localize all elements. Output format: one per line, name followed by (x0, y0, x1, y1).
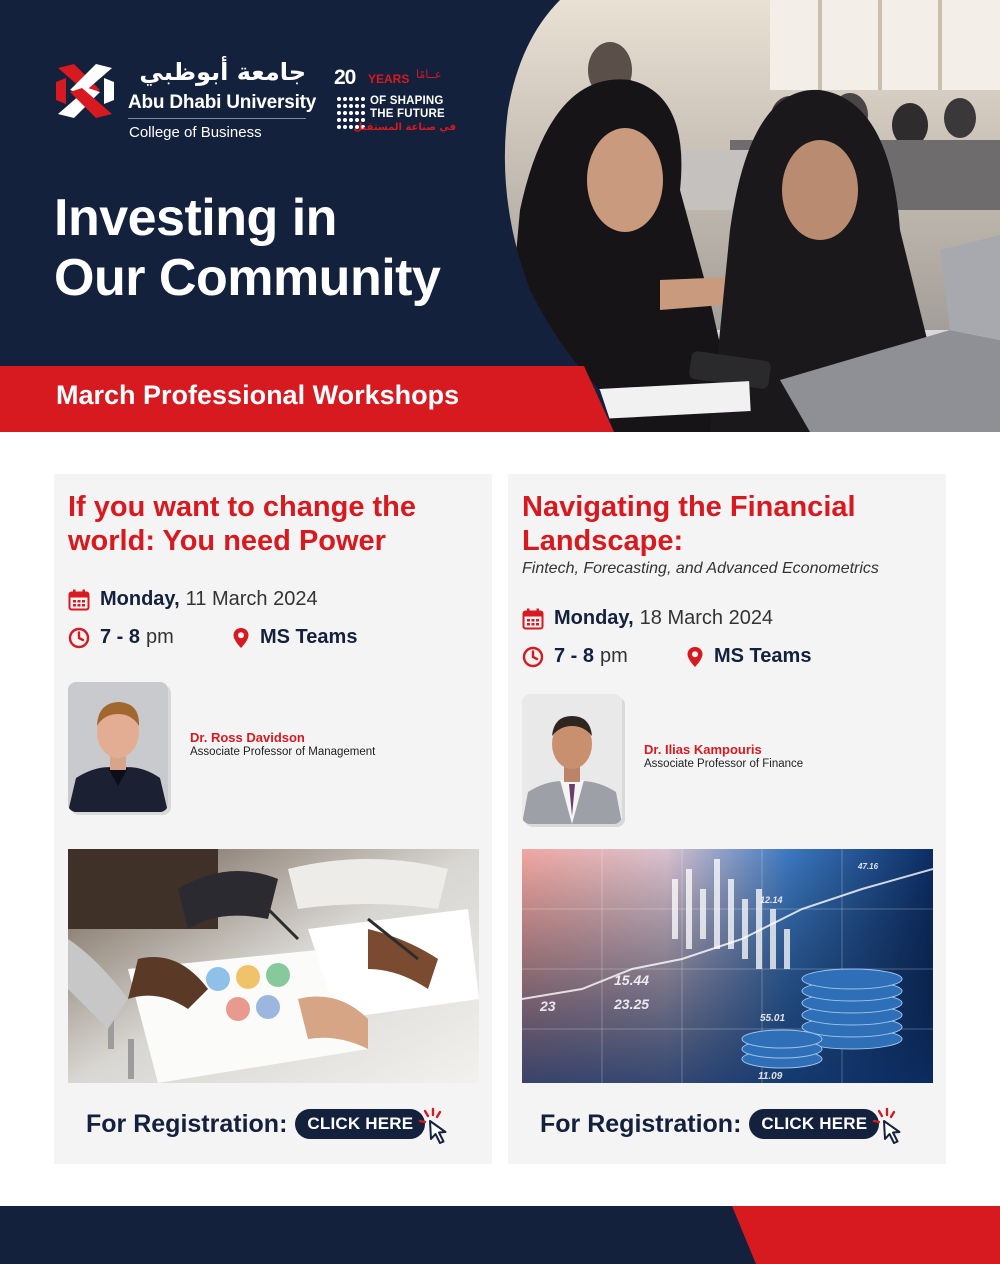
registration-label: For Registration: (540, 1109, 742, 1138)
anniversary-number: 20 (334, 66, 356, 89)
workshop-photo-finance-charts (522, 849, 933, 1083)
registration-row (86, 1101, 453, 1147)
university-name: Abu Dhabi University (128, 92, 317, 113)
workshop-time-suffix: pm (600, 645, 628, 667)
hero-title-line-2: Our Community (54, 249, 441, 307)
hero-title-line-1: Investing in (54, 189, 337, 247)
finance-number-2: 23 (540, 998, 556, 1014)
speaker-name: Dr. Ross Davidson (190, 730, 305, 745)
workshop-title: Navigating the Financial Landscape: (522, 491, 856, 557)
hero-section (0, 0, 1000, 432)
calendar-icon (522, 608, 544, 630)
workshop-card-financial (508, 474, 946, 1164)
workshop-time (522, 645, 628, 668)
finance-number-6: 12.14 (760, 895, 783, 905)
location-pin-icon (230, 627, 252, 649)
workshop-photo-meeting-hands (68, 849, 479, 1083)
clock-icon (68, 627, 90, 649)
hero-banner: March Professional Workshops (56, 380, 460, 410)
speaker-name: Dr. Ilias Kampouris (644, 742, 762, 757)
finance-number-7: 47.16 (858, 862, 879, 871)
cursor-click-icon (871, 1107, 907, 1147)
workshop-time (68, 626, 174, 649)
click-here-button[interactable]: CLICK HERE (749, 1109, 879, 1139)
workshop-time-suffix: pm (146, 626, 174, 648)
workshop-time-range: 7 - 8 (554, 645, 595, 667)
workshop-date-value: 11 March 2024 (185, 588, 318, 610)
click-here-button[interactable]: CLICK HERE (295, 1109, 425, 1139)
registration-row (540, 1101, 907, 1147)
logo-divider (128, 118, 306, 119)
finance-number-1: 15.44 (614, 972, 650, 988)
workshop-day: Monday, (100, 588, 180, 610)
workshop-card-power (54, 474, 492, 1164)
university-logo[interactable] (54, 58, 317, 148)
adu-logo-mark-icon (54, 60, 116, 122)
university-arabic-name: جامعة أبوظبي (139, 58, 306, 86)
workshop-time-range: 7 - 8 (100, 626, 141, 648)
speaker-role: Associate Professor of Finance (644, 758, 804, 770)
hero-title (54, 188, 440, 308)
anniversary-arabic: عــامًا (416, 68, 442, 81)
workshop-date (68, 588, 318, 611)
workshop-location (230, 626, 357, 649)
location-pin-icon (684, 646, 706, 668)
footer-bar (0, 1206, 1000, 1264)
finance-number-4: 55.01 (760, 1013, 786, 1024)
speaker-role: Associate Professor of Management (190, 746, 376, 758)
workshop-subtitle: Fintech, Forecasting, and Advanced Econometrics (522, 560, 879, 577)
college-name: College of Business (129, 124, 262, 141)
speaker-photo (68, 682, 168, 812)
finance-number-5: 11.09 (758, 1071, 783, 1082)
registration-label: For Registration: (86, 1109, 288, 1138)
workshop-title: If you want to change the world: You need Power (68, 491, 417, 557)
cursor-click-icon (417, 1107, 453, 1147)
anniversary-word: YEARS (368, 72, 410, 86)
workshop-date-value: 18 March 2024 (639, 607, 774, 629)
anniversary-arabic-line: في صناعة المستقبل (353, 122, 456, 133)
anniversary-line-1: OF SHAPING (370, 95, 444, 107)
workshop-location-value: MS Teams (714, 645, 812, 667)
finance-number-3: 23.25 (614, 996, 650, 1012)
workshop-location-value: MS Teams (260, 626, 358, 648)
anniversary-line-2: THE FUTURE (370, 108, 445, 120)
clock-icon (522, 646, 544, 668)
workshop-location (684, 645, 811, 668)
anniversary-badge (334, 66, 464, 140)
workshop-date (522, 607, 773, 630)
workshop-day: Monday, (554, 607, 634, 629)
calendar-icon (68, 589, 90, 611)
speaker-photo (522, 694, 622, 824)
